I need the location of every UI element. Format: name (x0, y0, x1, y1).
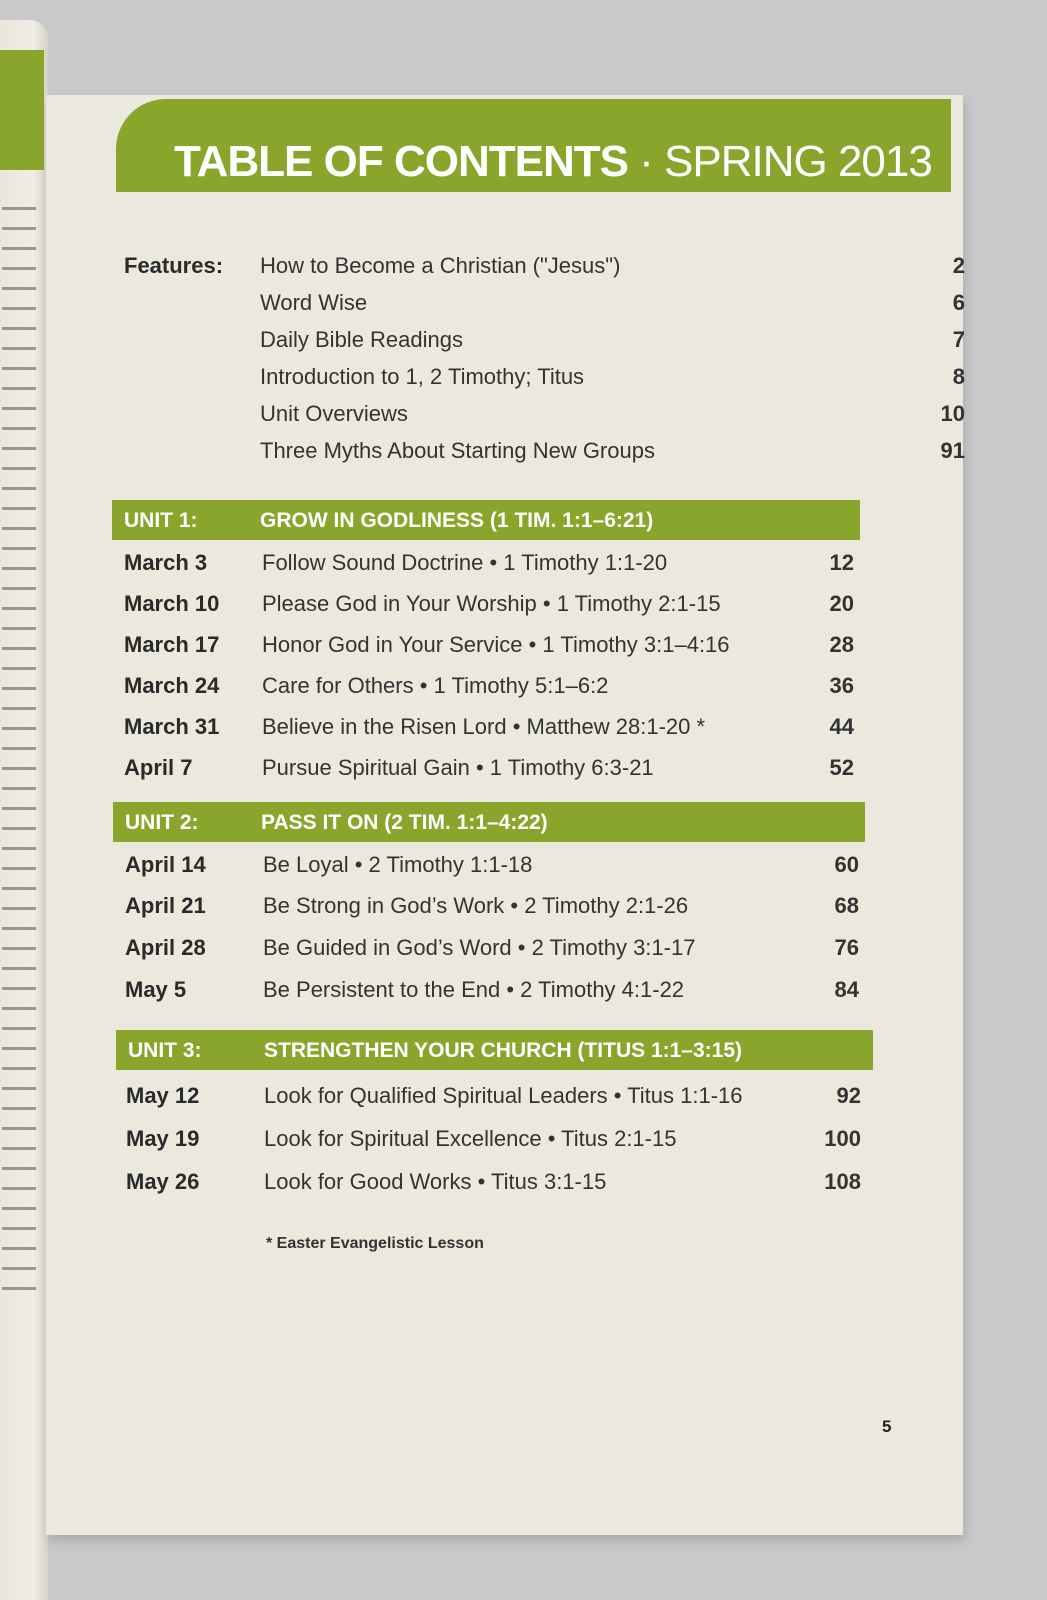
lesson-row[interactable] (125, 852, 865, 886)
lesson-row[interactable] (124, 714, 864, 748)
adjacent-page-text-lines (2, 190, 42, 1307)
lesson-date: April 28 (125, 935, 206, 960)
page-title (174, 137, 932, 187)
lesson-row[interactable] (125, 935, 865, 969)
unit-title: STRENGTHEN YOUR CHURCH (TITUS 1:1–3:15) (264, 1039, 743, 1062)
feature-page: 91 (940, 438, 965, 463)
lesson-date: March 10 (124, 591, 220, 616)
feature-item[interactable] (260, 401, 965, 431)
page-number: 5 (882, 1417, 892, 1436)
lesson-date: March 24 (124, 673, 220, 698)
unit-title: PASS IT ON (2 TIM. 1:1–4:22) (261, 811, 548, 834)
feature-page: 7 (952, 327, 965, 352)
unit-2-header (113, 802, 865, 842)
feature-page: 6 (952, 290, 965, 315)
lesson-title: Honor God in Your Service • 1 Timothy 3:1–4:16 (262, 632, 730, 657)
lesson-title: Believe in the Risen Lord • Matthew 28:1-20 * (262, 714, 706, 739)
lesson-row[interactable] (124, 632, 864, 666)
lesson-page: 100 (824, 1126, 861, 1151)
feature-page: 2 (952, 253, 965, 278)
lesson-page: 36 (829, 673, 854, 698)
lesson-date: May 5 (125, 977, 187, 1002)
feature-title: Unit Overviews (260, 401, 408, 426)
lesson-date: March 3 (124, 550, 208, 575)
lesson-title: Be Loyal • 2 Timothy 1:1-18 (263, 852, 533, 877)
lesson-row[interactable] (124, 673, 864, 707)
unit-label: UNIT 3: (128, 1039, 202, 1062)
lesson-page: 108 (824, 1169, 861, 1194)
lesson-page: 52 (829, 755, 854, 780)
lesson-row[interactable] (124, 755, 864, 789)
footnote: * Easter Evangelistic Lesson (266, 1235, 484, 1252)
lesson-title: Care for Others • 1 Timothy 5:1–6:2 (262, 673, 609, 698)
lesson-page: 76 (834, 935, 859, 960)
lesson-date: March 17 (124, 632, 220, 657)
lesson-row[interactable] (125, 977, 865, 1011)
lesson-row[interactable] (126, 1083, 866, 1117)
lesson-title: Look for Spiritual Excellence • Titus 2:1-15 (264, 1126, 677, 1151)
lesson-date: May 26 (126, 1169, 200, 1194)
lesson-page: 28 (829, 632, 854, 657)
feature-item[interactable] (260, 290, 965, 320)
lesson-date: April 14 (125, 852, 206, 877)
lesson-title: Please God in Your Worship • 1 Timothy 2:1-15 (262, 591, 721, 616)
adjacent-page-edge (0, 20, 48, 1600)
lesson-title: Be Persistent to the End • 2 Timothy 4:1-22 (263, 977, 685, 1002)
unit-label: UNIT 1: (124, 509, 198, 532)
contents-page (46, 95, 963, 1535)
lesson-title: Be Strong in God’s Work • 2 Timothy 2:1-26 (263, 893, 689, 918)
lesson-row[interactable] (125, 893, 865, 927)
lesson-page: 20 (829, 591, 854, 616)
feature-page: 10 (940, 401, 965, 426)
feature-title: Introduction to 1, 2 Timothy; Titus (260, 364, 585, 389)
lesson-page: 68 (834, 893, 859, 918)
lesson-row[interactable] (124, 591, 864, 625)
lesson-date: April 21 (125, 893, 206, 918)
lesson-title: Look for Good Works • Titus 3:1-15 (264, 1169, 607, 1194)
page-title-season: · SPRING 2013 (627, 137, 932, 186)
feature-title: Daily Bible Readings (260, 327, 463, 352)
feature-item[interactable] (260, 253, 965, 283)
unit-title: GROW IN GODLINESS (1 TIM. 1:1–6:21) (260, 509, 654, 532)
lesson-date: March 31 (124, 714, 220, 739)
unit-label: UNIT 2: (125, 811, 199, 834)
lesson-date: April 7 (124, 755, 193, 780)
lesson-row[interactable] (124, 550, 864, 584)
lesson-row[interactable] (126, 1169, 866, 1203)
lesson-date: May 12 (126, 1083, 200, 1108)
adjacent-page-green-strip (0, 50, 44, 170)
feature-title: Word Wise (260, 290, 368, 315)
lesson-title: Follow Sound Doctrine • 1 Timothy 1:1-20 (262, 550, 668, 575)
feature-title: How to Become a Christian ("Jesus") (260, 253, 621, 278)
feature-item[interactable] (260, 364, 965, 394)
feature-title: Three Myths About Starting New Groups (260, 438, 655, 463)
feature-item[interactable] (260, 438, 965, 468)
unit-1-header (112, 500, 860, 540)
lesson-page: 44 (829, 714, 854, 739)
lesson-date: May 19 (126, 1126, 200, 1151)
features-label: Features: (124, 253, 224, 278)
unit-3-header (116, 1030, 873, 1070)
lesson-title: Be Guided in God’s Word • 2 Timothy 3:1-17 (263, 935, 696, 960)
lesson-page: 12 (829, 550, 854, 575)
lesson-page: 60 (834, 852, 859, 877)
lesson-row[interactable] (126, 1126, 866, 1160)
lesson-page: 92 (836, 1083, 861, 1108)
lesson-title: Pursue Spiritual Gain • 1 Timothy 6:3-21 (262, 755, 654, 780)
title-banner (116, 99, 951, 192)
feature-page: 8 (952, 364, 965, 389)
lesson-page: 84 (834, 977, 859, 1002)
page-title-main: TABLE OF CONTENTS (174, 137, 628, 186)
feature-item[interactable] (260, 327, 965, 357)
lesson-title: Look for Qualified Spiritual Leaders • Titus 1:1-16 (264, 1083, 743, 1108)
